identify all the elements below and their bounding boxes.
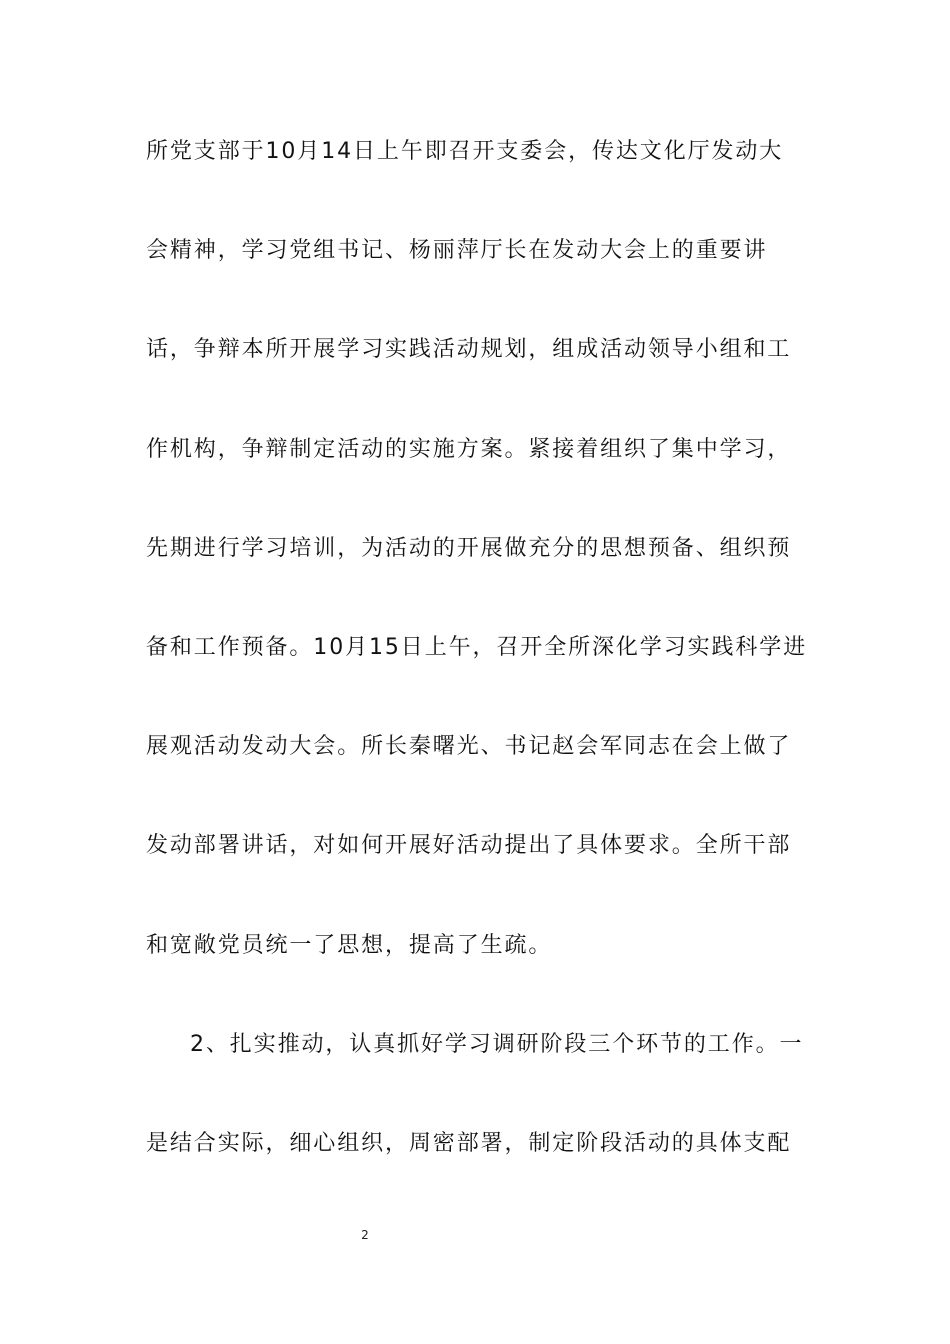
text-line-11: 是结合实际，细心组织，周密部署，制定阶段活动的具体支配: [146, 1130, 792, 1156]
text-line-5: 先期进行学习培训，为活动的开展做充分的思想预备、组织预: [146, 535, 792, 561]
text-line-8: 发动部署讲话，对如何开展好活动提出了具体要求。全所干部: [146, 833, 792, 859]
body-text: [146, 126, 816, 1217]
text-line-6: 备和工作预备。10月15日上午，召开全所深化学习实践科学进: [146, 634, 808, 660]
text-line-2: 会精神，学习党组书记、杨丽萍厅长在发动大会上的重要讲: [146, 238, 768, 264]
text-line-10: 2、扎实推动，认真抓好学习调研阶段三个环节的工作。一: [190, 1031, 804, 1057]
text-line-1: 所党支部于10月14日上午即召开支委会，传达文化厅发动大: [146, 139, 784, 164]
text-line-3: 话，争辩本所开展学习实践活动规划，组成活动领导小组和工: [146, 337, 792, 363]
text-line-7: 展观活动发动大会。所长秦曙光、书记赵会军同志在会上做了: [146, 734, 792, 760]
page-number: 2: [361, 1228, 369, 1242]
text-line-9: 和宽敞党员统一了思想，提高了生疏。: [146, 932, 553, 958]
text-line-4: 作机构，争辩制定活动的实施方案。紧接着组织了集中学习，: [146, 436, 792, 462]
